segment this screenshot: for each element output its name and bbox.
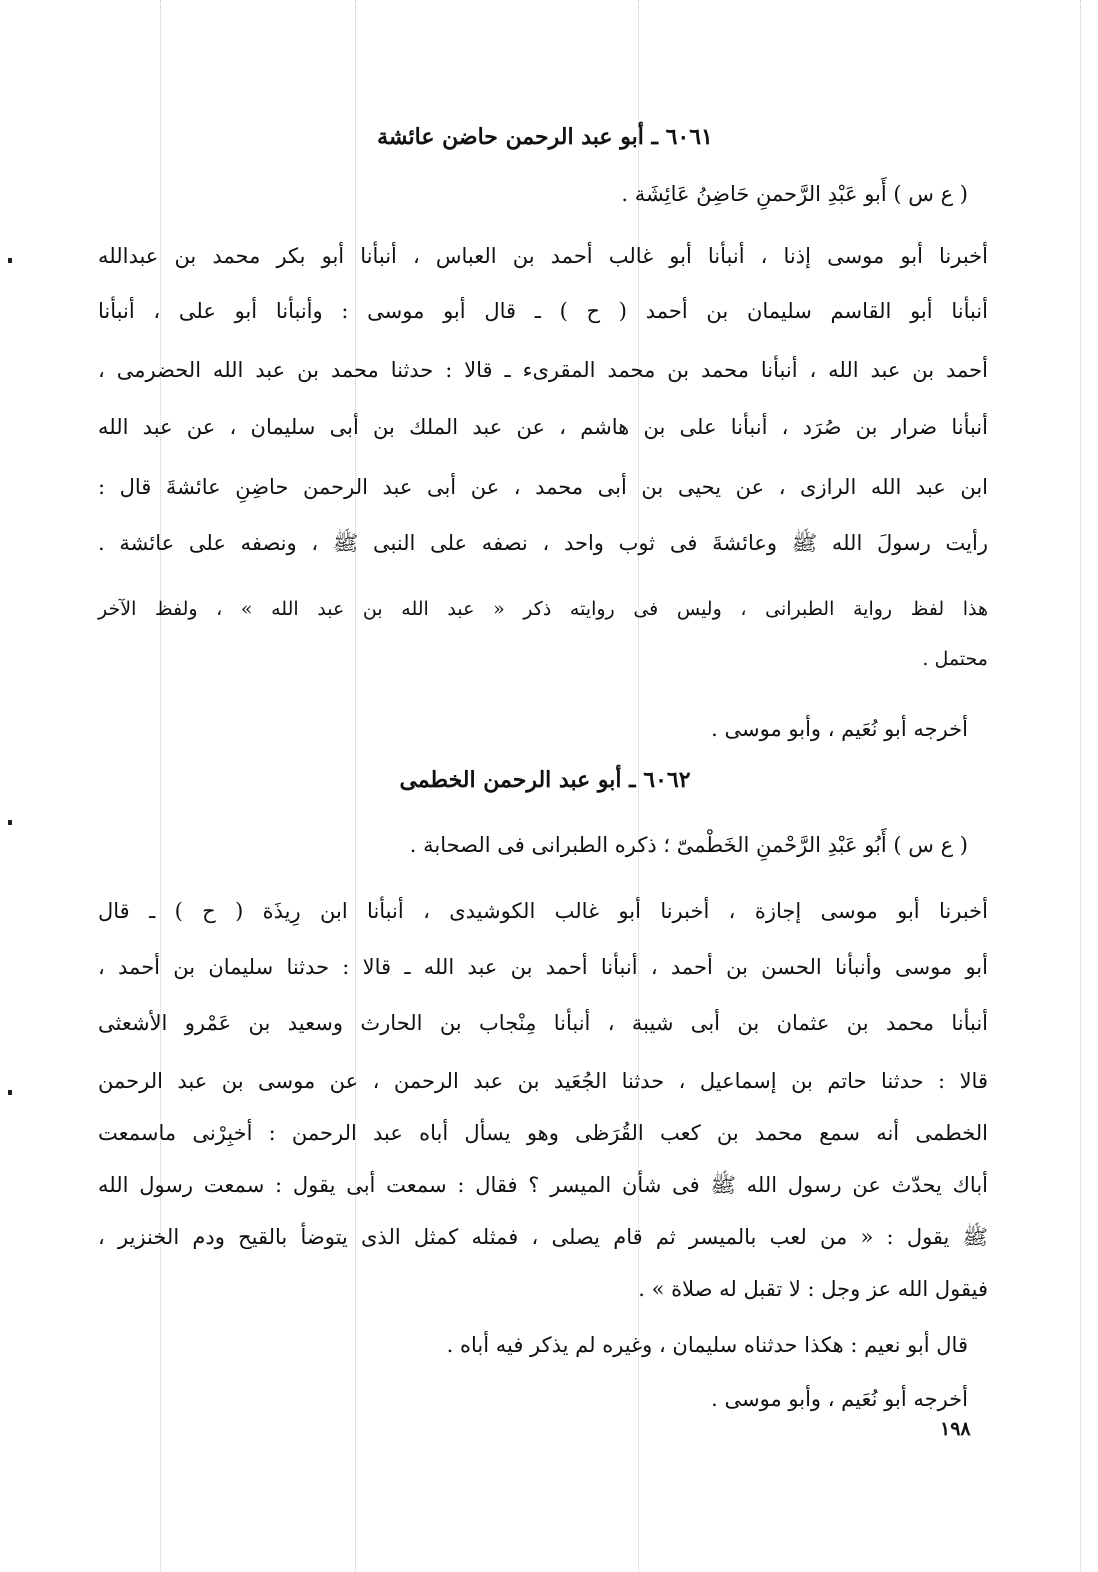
scan-mark — [8, 258, 12, 263]
entry-6062-line: أنبأنا محمد بن عثمان بن أبى شيبة ، أنبأنا مِنْجاب بن الحارث وسعيد بن عَمْرو الأشعثى — [98, 1011, 988, 1035]
entry-6061-line: أنبأنا أبو القاسم سليمان بن أحمد ( ح ) ـ قال أبو موسى : وأنبأنا أبو على ، أنبأنا — [98, 299, 988, 323]
entry-6062-outro: أخرجه أبو نُعَيم ، وأبو موسى . — [711, 1387, 968, 1411]
entry-6061-title: ٦٠٦١ ـ أبو عبد الرحمن حاضن عائشة — [377, 124, 713, 150]
entry-6061-outro: أخرجه أبو نُعَيم ، وأبو موسى . — [711, 717, 968, 741]
entry-6062-line: أبو موسى وأنبأنا الحسن بن أحمد ، أنبأنا أحمد بن عبد الله ـ قالا : حدثنا سليمان بن أحمد ، — [98, 955, 988, 979]
entry-6062-line: ﷺ يقول : « من لعب بالميسر ثم قام يصلى ، فمثله كمثل الذى يتوضأ بالقيح ودم الخنزير ، — [98, 1225, 988, 1249]
entry-6061-line: أخبرنا أبو موسى إذنا ، أنبأنا أبو غالب أحمد بن العباس ، أنبأنا أبو بكر محمد بن عبدالله — [98, 244, 988, 268]
entry-6061-intro: ( ع س ) أَبو عَبْدِ الرَّحمنِ حَاضِنُ عَائِشَة . — [621, 182, 968, 206]
entry-6062-line: فيقول الله عز وجل : لا تقبل له صلاة » . — [638, 1277, 988, 1301]
entry-6061-line: رأيت رسولَ الله ﷺ وعائشةَ فى ثوب واحد ، نصفه على النبى ﷺ ، ونصفه على عائشة . — [98, 531, 988, 555]
entry-6061-line: أحمد بن عبد الله ، أنبأنا محمد بن محمد المقرىء ـ قالا : حدثنا محمد بن عبد الله الحضرمى ، — [98, 358, 988, 382]
scan-guide-line — [1080, 0, 1081, 1572]
entry-6062-title: ٦٠٦٢ ـ أبو عبد الرحمن الخطمى — [399, 767, 691, 793]
entry-6062-line: أخبرنا أبو موسى إجازة ، أخبرنا أبو غالب الكوشيدى ، أنبأنا ابن رِيذَة ( ح ) ـ قال — [98, 899, 988, 923]
entry-6061-note-line: هذا لفظ رواية الطبرانى ، وليس فى روايته ذكر « عبد الله بن عبد الله » ، ولفظ الآخر — [98, 598, 988, 620]
entry-6062-line: أباك يحدّث عن رسول الله ﷺ فى شأن الميسر ؟ فقال : سمعت أبى يقول : سمعت رسول الله — [98, 1173, 988, 1197]
entry-6061-line: أنبأنا ضرار بن صُرَد ، أنبأنا على بن هاشم ، عن عبد الملك بن أبى سليمان ، عن عبد الله — [98, 415, 988, 439]
entry-6062-line: قالا : حدثنا حاتم بن إسماعيل ، حدثنا الجُعَيد بن عبد الرحمن ، عن موسى بن عبد الرحمن — [98, 1069, 988, 1093]
entry-6062-line: الخطمى أنه سمع محمد بن كعب القُرَظى وهو يسأل أباه عبد الرحمن : أخبِرْنى ماسمعت — [98, 1121, 988, 1145]
page-number: ١٩٨ — [940, 1418, 971, 1440]
entry-6062-note: قال أبو نعيم : هكذا حدثناه سليمان ، وغيره لم يذكر فيه أباه . — [446, 1333, 968, 1357]
entry-6062-intro: ( ع س ) أَبُو عَبْدِ الرَّحْمنِ الخَطْمىّ ؛ ذكره الطبرانى فى الصحابة . — [409, 833, 968, 857]
entry-6061-line: ابن عبد الله الرازى ، عن يحيى بن أبى محمد ، عن أبى عبد الرحمن حاضِنِ عائشةَ قال : — [98, 475, 988, 499]
scan-mark — [8, 820, 12, 825]
entry-6061-note-line: محتمل . — [922, 648, 988, 670]
scan-mark — [8, 1090, 12, 1095]
